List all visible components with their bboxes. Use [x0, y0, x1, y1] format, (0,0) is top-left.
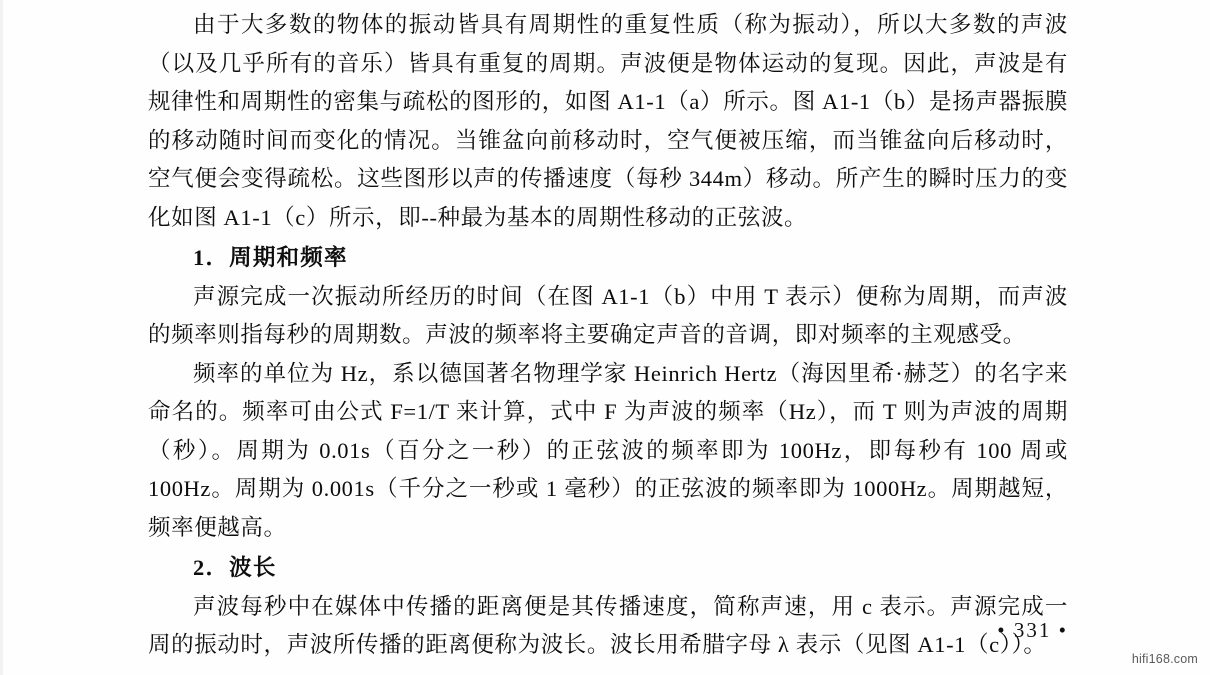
watermark-text: hifi168.com — [1131, 652, 1198, 666]
section-heading-1: 1．周期和频率 — [193, 245, 348, 270]
page-body — [148, 6, 1068, 665]
page-number: • 331 • — [997, 618, 1068, 642]
body-paragraph-1: 由于大多数的物体的振动皆具有周期性的重复性质（称为振动），所以大多数的声波（以及几乎所有的音乐）皆具有重复的周期。声波便是物体运动的复现。因此，声波是有规律性和周期性的密集与疏松的图形的，如图 A1-1（a）所示。图 A1-1（b）是扬声器振膜的移动随时间而变化的情况。当锥盆向前移动时，空气便被压缩，而当锥盆向后移动时，空气便会变得疏松。这些图形以声的传播速度（每秒 344m）移动。所产生的瞬时压力的变化如图 A1-1（c）所示，即--种最为基本的周期性移动的正弦波。 — [148, 12, 1068, 230]
section-heading-2: 2．波长 — [193, 555, 277, 580]
body-paragraph-2: 声源完成一次振动所经历的时间（在图 A1-1（b）中用 T 表示）便称为周期，而声波的频率则指每秒的周期数。声波的频率将主要确定声音的音调，即对频率的主观感受。 — [148, 283, 1068, 347]
scan-edge — [0, 0, 3, 675]
body-paragraph-3: 频率的单位为 Hz，系以德国著名物理学家 Heinrich Hertz（海因里希·赫芝）的名字来命名的。频率可由公式 F=1/T 来计算，式中 F 为声波的频率（Hz），而 T 则为声波的周期（秒）。周期为 0.01s（百分之一秒）的正弦波的频率即为 100Hz，即每秒有 100 周或 100Hz。周期为 0.001s（千分之一秒或 1 毫秒）的正弦波的频率即为 1000Hz。周期越短，频率便越高。 — [148, 360, 1068, 540]
body-paragraph-4: 声波每秒中在媒体中传播的距离便是其传播速度，简称声速，用 c 表示。声源完成一周的振动时，声波所传播的距离便称为波长。波长用希腊字母 λ 表示（见图 A1-1（c））。 — [148, 593, 1068, 657]
